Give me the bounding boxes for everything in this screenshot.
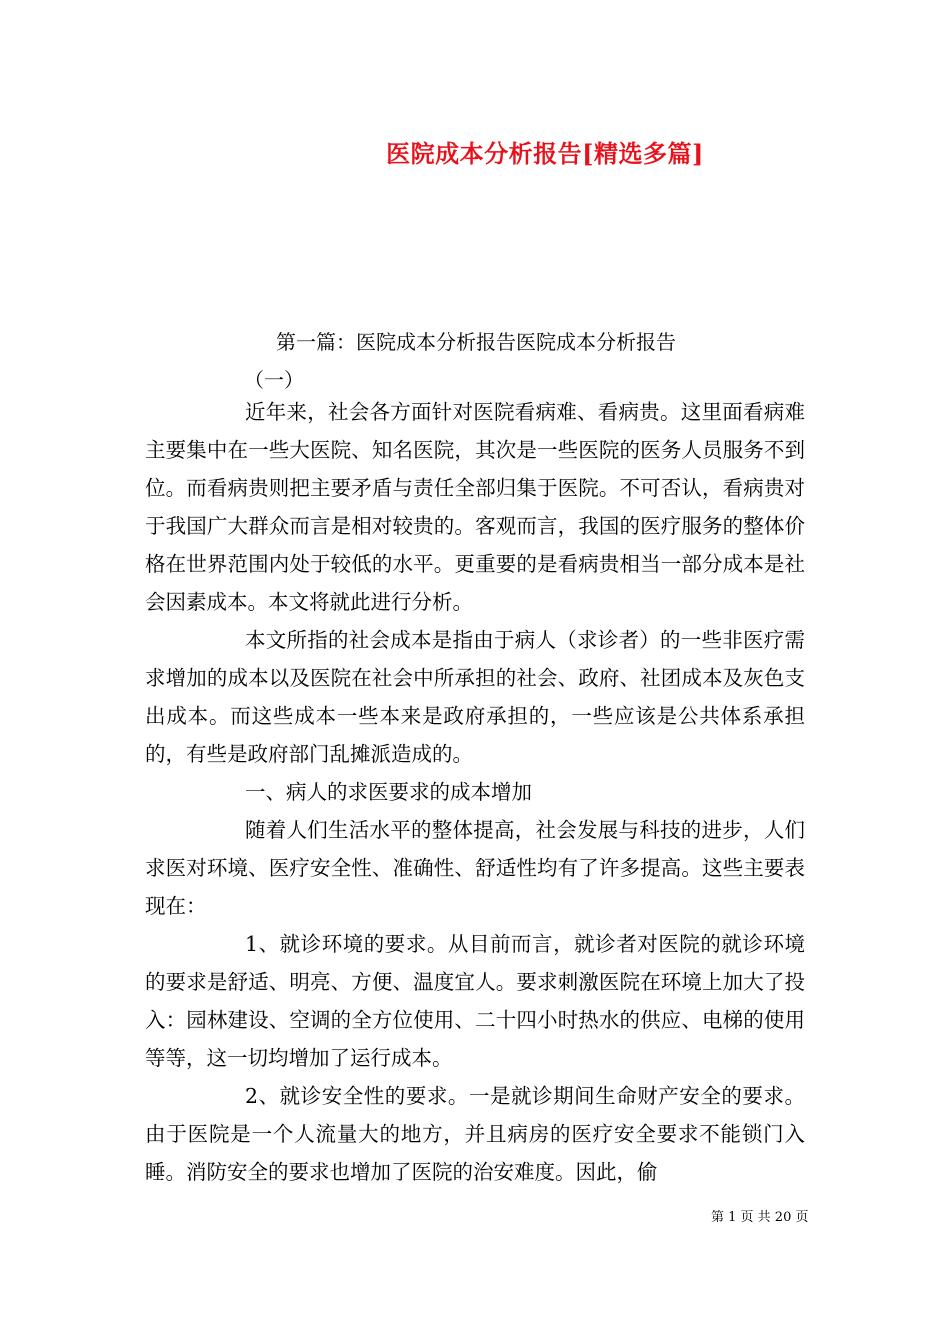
section-subheading: （一） (244, 368, 304, 392)
paragraph-1: 近年来，社会各方面针对医院看病难、看病贵。这里面看病难主要集中在一些大医院、知名医院，其次是一些医院的医务人员服务不到位。而看病贵则把主要矛盾与责任全部归集于医院。不可否认，看病贵对于我国广大群众而言是相对较贵的。客观而言，我国的医疗服务的整体价格在世界范围内处于较低的水平。更重要的是看病贵相当一部分成本是社会因素成本。本文将就此进行分析。 (145, 400, 805, 614)
document-title: 医院成本分析报告[精选多篇] (386, 139, 704, 168)
document-body (145, 393, 805, 1191)
paragraph-2: 本文所指的社会成本是指由于病人（求诊者）的一些非医疗需求增加的成本以及医院在社会中所承担的社会、政府、社团成本及灰色支出成本。而这些成本一些本来是政府承担的，一些应该是公共体系承担的，有些是政府部门乱摊派造成的。 (145, 628, 805, 766)
section-heading: 第一篇：医院成本分析报告医院成本分析报告 (276, 330, 676, 354)
paragraph-5: 2、就诊安全性的要求。一是就诊期间生命财产安全的要求。由于医院是一个人流量大的地方，并且病房的医疗安全要求不能锁门入睡。消防安全的要求也增加了医院的治安难度。因此，偷 (145, 1084, 805, 1184)
subsection-heading: 一、病人的求医要求的成本增加 (245, 780, 532, 804)
page-footer: 第 1 页 共 20 页 (711, 1210, 809, 1225)
paragraph-3: 随着人们生活水平的整体提高，社会发展与科技的进步，人们求医对环境、医疗安全性、准确性、舒适性均有了许多提高。这些主要表现在： (145, 818, 805, 918)
paragraph-4: 1、就诊环境的要求。从目前而言，就诊者对医院的就诊环境的要求是舒适、明亮、方便、温度宜人。要求刺激医院在环境上加大了投入：园林建设、空调的全方位使用、二十四小时热水的供应、电梯的使用等等，这一切均增加了运行成本。 (145, 932, 805, 1070)
